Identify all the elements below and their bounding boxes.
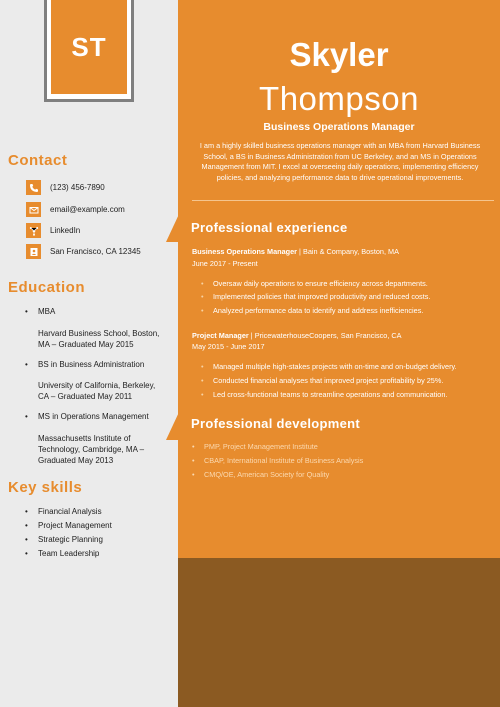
contact-linkedin[interactable] bbox=[26, 223, 80, 238]
job-bullet: • Analyzed performance data to identify and address inefficiencies. bbox=[213, 306, 423, 315]
phone-icon bbox=[26, 180, 41, 195]
job-bullet: • Managed multiple high-stakes projects with on-time and on-budget delivery. bbox=[213, 362, 457, 371]
development-item: • CMQ/OE, American Society for Quality bbox=[204, 470, 329, 479]
contact-linkedin-text: LinkedIn bbox=[50, 226, 81, 235]
location-icon bbox=[26, 244, 41, 259]
education-detail: Massachusetts Institute of Technology, Cambridge, MA – Graduated May 2013 bbox=[38, 434, 145, 465]
divider bbox=[192, 200, 494, 201]
summary: I am a highly skilled business operations manager with an MBA from Harvard Business School, a BS in Business Administration from UC Berkeley, and an MS in Operations Management from MIT. I excel at overseeing daily operations, implementing efficiency policies, and analyzing performance data to drive operational improvements. bbox=[199, 141, 481, 182]
email-icon bbox=[26, 202, 41, 217]
development-heading: Professional development bbox=[191, 416, 361, 431]
contact-email-text: email@example.com bbox=[50, 205, 125, 214]
job-title: Business Operations Manager bbox=[263, 121, 415, 133]
skill-item: • Team Leadership bbox=[26, 548, 99, 559]
job-dates: June 2017 - Present bbox=[192, 259, 258, 268]
job-dates: May 2015 - June 2017 bbox=[192, 342, 265, 351]
experience-heading: Professional experience bbox=[191, 220, 348, 235]
education-detail: Harvard Business School, Boston, MA – Graduated May 2015 bbox=[38, 329, 160, 349]
education-heading: Education bbox=[8, 279, 86, 296]
linkedin-icon bbox=[26, 223, 41, 238]
skill-item: • Financial Analysis bbox=[26, 506, 102, 517]
education-degree: • MS in Operations Management bbox=[26, 411, 149, 422]
contact-email[interactable] bbox=[26, 202, 125, 217]
job-bullet: • Conducted financial analyses that improved project profitability by 25%. bbox=[213, 376, 443, 385]
job-title-line: Project Manager | PricewaterhouseCoopers, San Francisco, CA bbox=[192, 331, 402, 340]
skill-item: • Project Management bbox=[26, 520, 112, 531]
section-notch bbox=[166, 410, 180, 440]
last-name: Thompson bbox=[259, 80, 419, 117]
first-name: Skyler bbox=[289, 36, 389, 73]
job-bullet: • Led cross-functional teams to streamline operations and communication. bbox=[213, 390, 447, 399]
skill-item: • Strategic Planning bbox=[26, 534, 103, 545]
development-item: • PMP, Project Management Institute bbox=[204, 442, 318, 451]
contact-location-text: San Francisco, CA 12345 bbox=[50, 247, 141, 256]
contact-phone[interactable] bbox=[26, 180, 105, 195]
education-degree: • MBA bbox=[26, 306, 55, 317]
contact-location bbox=[26, 244, 141, 259]
development-item: • CBAP, International Institute of Business Analysis bbox=[204, 456, 363, 465]
monogram-frame bbox=[44, 0, 134, 102]
education-degree: • BS in Business Administration bbox=[26, 359, 144, 370]
job-title-line: Business Operations Manager | Bain & Company, Boston, MA bbox=[192, 247, 399, 256]
footer-block bbox=[178, 558, 500, 707]
skills-heading: Key skills bbox=[8, 479, 83, 496]
section-notch bbox=[166, 212, 180, 242]
contact-phone-text: (123) 456-7890 bbox=[50, 183, 105, 192]
job-bullet: • Oversaw daily operations to ensure efficiency across departments. bbox=[213, 279, 428, 288]
monogram: ST bbox=[51, 0, 127, 94]
sidebar bbox=[0, 0, 178, 707]
education-detail: University of California, Berkeley, CA – Graduated May 2011 bbox=[38, 381, 156, 401]
contact-heading: Contact bbox=[8, 152, 68, 169]
job-bullet: • Implemented policies that improved productivity and reduced costs. bbox=[213, 292, 430, 301]
